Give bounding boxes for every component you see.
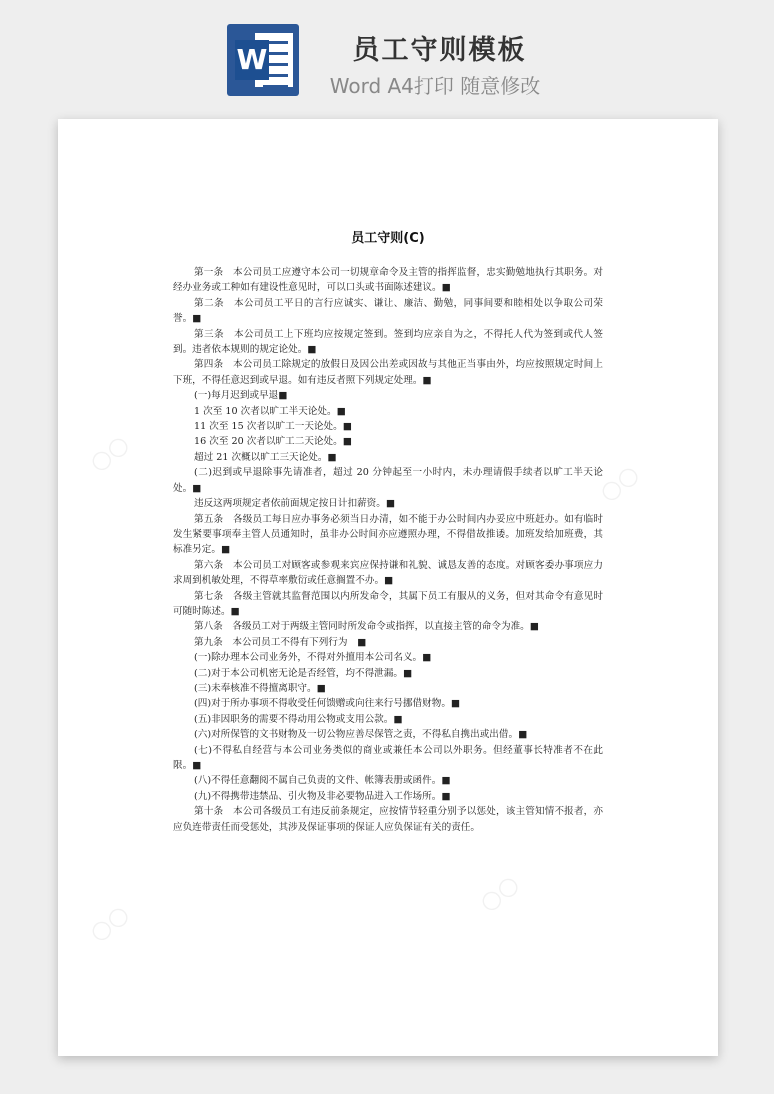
document-paragraph: (九)不得携带违禁品、引火物及非必要物品进入工作场所。■ xyxy=(194,790,451,802)
document-paragraph: (四)对于所办事项不得收受任何馈赠或向往来行号挪借财物。■ xyxy=(194,698,460,710)
document-paragraph: 第一条 本公司员工应遵守本公司一切规章命令及主管的指挥监督，忠实勤勉地执行其职务。对经办业务或工种如有建设性意见时，可以口头或书面陈述建议。■ xyxy=(173,267,603,294)
document-paragraph: (二)迟到或早退除事先请准者，超过 20 分钟起至一小时内，未办理请假手续者以旷工半天论处。■ xyxy=(173,467,603,494)
document-paragraph: (二)对于本公司机密无论是否经管，均不得泄漏。■ xyxy=(194,667,413,679)
document-paragraph: 第七条 各级主管就其监督范围以内所发命令，其属下员工有服从的义务，但对其命令有意见时可随时陈述。■ xyxy=(173,590,603,617)
document-paragraph: 第十条 本公司各级员工有违反前条规定，应按情节轻重分别予以惩处，该主管知情不报者，亦应负连带责任而受惩处，其涉及保证事项的保证人应负保证有关的责任。 xyxy=(173,806,603,833)
header xyxy=(0,0,774,112)
document-paragraph: (六)对所保管的文书财物及一切公物应善尽保管之责，不得私自携出或出借。■ xyxy=(194,729,528,741)
document-paragraph: 第二条 本公司员工平日的言行应诚实、谦让、廉洁、勤勉，同事间要和睦相处以争取公司荣誉。■ xyxy=(173,297,603,325)
document-paragraph: (三)未奉核准不得擅离职守。■ xyxy=(194,682,326,694)
document-paragraph: 第八条 各级员工对于两级主管同时所发命令或指挥，以直接主管的命令为准。■ xyxy=(194,621,539,633)
watermark: ○○ xyxy=(473,869,525,917)
document-paragraph: (一)每月迟到或早退■ xyxy=(194,390,288,402)
document-paragraph: 违反这两项规定者依前面规定按日计扣薪资。■ xyxy=(194,498,395,510)
document-paragraph: 第三条 本公司员工上下班均应按规定签到。签到均应亲自为之，不得托人代为签到或代人签到。违者依本规则的规定论处。■ xyxy=(173,328,603,356)
document-paragraph: (一)除办理本公司业务外，不得对外擅用本公司名义。■ xyxy=(194,652,432,664)
document-paragraph: 超过 21 次概以旷工三天论处。■ xyxy=(194,451,337,463)
header-subtitle: Word A4打印 随意修改 xyxy=(329,74,541,98)
word-doc-icon xyxy=(227,24,299,96)
document-paragraph: (八)不得任意翻阅不属自己负责的文件、帐簿表册或函件。■ xyxy=(194,775,451,787)
document-paragraph: 1 次至 10 次者以旷工半天论处。■ xyxy=(194,405,346,417)
word-icon-letter: W xyxy=(235,40,269,80)
watermark: ○○ xyxy=(83,429,135,477)
document-paragraph: (七)不得私自经营与本公司业务类似的商业或兼任本公司以外职务。但经董事长特准者不在此限。■ xyxy=(173,744,603,771)
document-paragraph: 16 次至 20 次者以旷工二天论处。■ xyxy=(194,436,352,448)
header-title: 员工守则模板 xyxy=(352,35,527,66)
document-paragraph: 第四条 本公司员工除规定的放假日及因公出差或因故与其他正当事由外，均应按照规定时间上下班，不得任意迟到或早退。如有违反者照下列规定处理。■ xyxy=(173,359,603,386)
document-body xyxy=(173,265,603,835)
document-paragraph: 第五条 各级员工每日应办事务必须当日办清，如不能于办公时间内办妥应中班赶办。如有临时发生紧要事项奉主管人员通知时，虽非办公时间亦应遵照办理，不得借故推诿。加班发给加班费，其标准另定。■ xyxy=(173,513,603,556)
document-paragraph: 第九条 本公司员工不得有下列行为 ■ xyxy=(194,636,367,648)
document-paragraph: 11 次至 15 次者以旷工一天论处。■ xyxy=(194,421,352,433)
watermark: ○○ xyxy=(593,459,645,507)
document-paragraph: (五)非因职务的需要不得动用公物或支用公款。■ xyxy=(194,713,403,725)
document-paragraph: 第六条 本公司员工对顾客或参观来宾应保持谦和礼貌、诚恳友善的态度。对顾客委办事项应力求周到机敏处理，不得草率敷衍或任意搁置不办。■ xyxy=(173,559,603,587)
watermark: ○○ xyxy=(83,899,135,947)
document-page xyxy=(58,119,718,1056)
document-title: 员工守则(C) xyxy=(351,231,425,246)
